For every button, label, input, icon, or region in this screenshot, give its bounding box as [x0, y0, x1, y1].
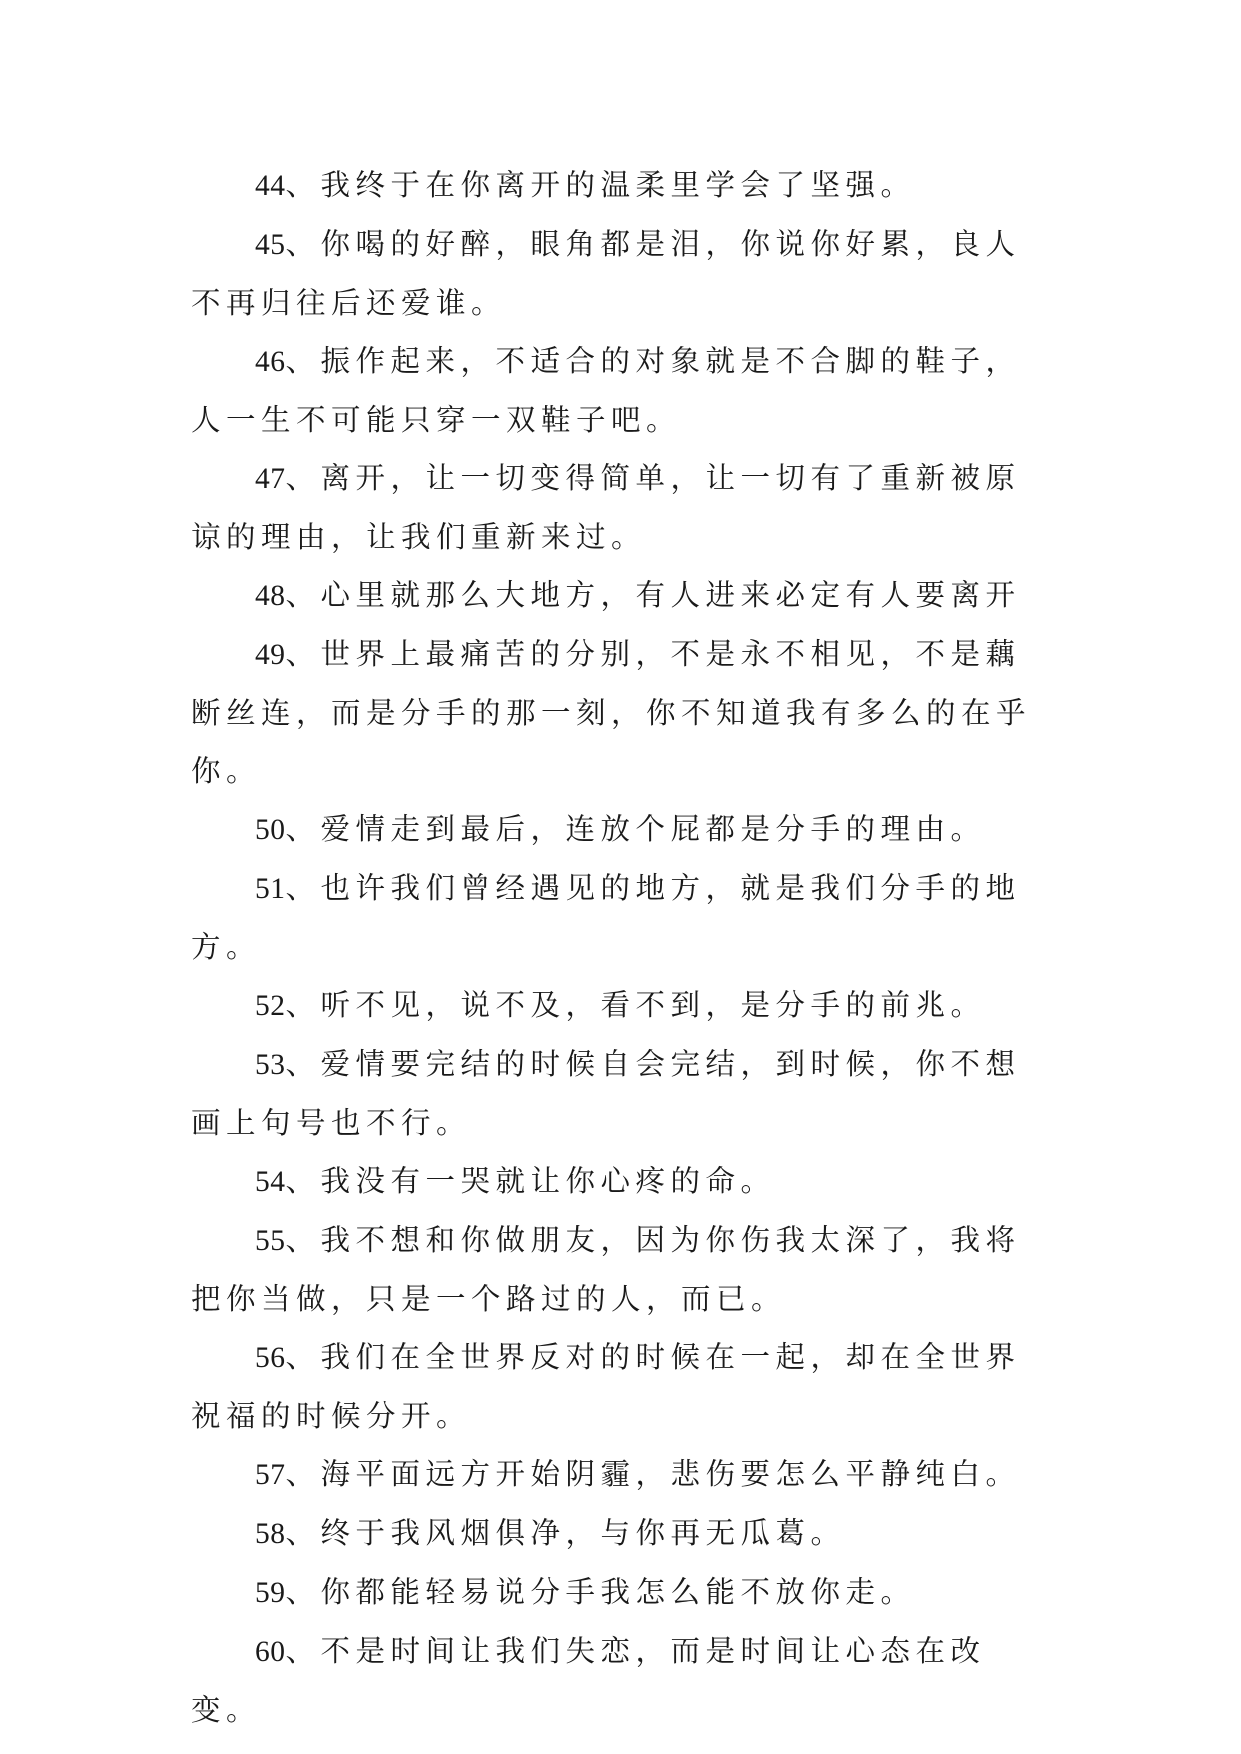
- item-number: 47: [255, 463, 286, 495]
- item-text: 、听不见，说不及，看不到，是分手的前兆。: [285, 988, 986, 1022]
- item-text: 、你喝的好醉，眼角都是泪，你说你好累，良人不再归往后还爱谁。: [191, 227, 1021, 320]
- item-text: 、心里就那么大地方，有人进来必定有人要离开: [285, 578, 1021, 612]
- paragraph-51: [191, 859, 1051, 976]
- paragraph-60: [191, 1622, 1051, 1739]
- document-body: [191, 156, 1051, 1739]
- item-text: 、海平面远方开始阴霾，悲伤要怎么平静纯白。: [285, 1457, 1021, 1491]
- item-number: 48: [255, 580, 286, 612]
- item-text: 、爱情要完结的时候自会完结，到时候，你不想画上句号也不行。: [191, 1047, 1021, 1140]
- item-number: 49: [255, 639, 286, 671]
- item-number: 55: [255, 1225, 286, 1257]
- paragraph-45: [191, 215, 1051, 332]
- item-number: 58: [255, 1518, 286, 1550]
- item-number: 53: [255, 1049, 286, 1081]
- paragraph-52: [191, 976, 1051, 1035]
- item-text: 、不是时间让我们失恋，而是时间让心态在改变。: [191, 1634, 986, 1727]
- item-number: 56: [255, 1342, 286, 1374]
- item-number: 54: [255, 1166, 286, 1198]
- paragraph-55: [191, 1211, 1051, 1328]
- item-number: 59: [255, 1577, 286, 1609]
- item-text: 、爱情走到最后，连放个屁都是分手的理由。: [285, 812, 986, 846]
- item-text: 、我没有一哭就让你心疼的命。: [285, 1164, 776, 1198]
- item-number: 51: [255, 873, 286, 905]
- item-number: 52: [255, 990, 286, 1022]
- item-text: 、我们在全世界反对的时候在一起，却在全世界祝福的时候分开。: [191, 1340, 1021, 1433]
- item-number: 46: [255, 346, 286, 378]
- item-text: 、振作起来，不适合的对象就是不合脚的鞋子，人一生不可能只穿一双鞋子吧。: [191, 344, 1021, 437]
- paragraph-56: [191, 1328, 1051, 1445]
- item-text: 、也许我们曾经遇见的地方，就是我们分手的地方。: [191, 871, 1021, 964]
- item-text: 、你都能轻易说分手我怎么能不放你走。: [285, 1575, 916, 1609]
- item-text: 、我终于在你离开的温柔里学会了坚强。: [285, 168, 916, 202]
- paragraph-53: [191, 1035, 1051, 1152]
- paragraph-48: [191, 566, 1051, 625]
- item-text: 、世界上最痛苦的分别，不是永不相见，不是藕断丝连，而是分手的那一刻，你不知道我有多么的在乎你。: [191, 637, 1032, 788]
- paragraph-58: [191, 1504, 1051, 1563]
- item-number: 50: [255, 814, 286, 846]
- paragraph-49: [191, 625, 1051, 800]
- item-number: 44: [255, 170, 286, 202]
- paragraph-44: [191, 156, 1051, 215]
- item-number: 45: [255, 229, 286, 261]
- item-number: 57: [255, 1459, 286, 1491]
- item-text: 、终于我风烟俱净，与你再无瓜葛。: [285, 1516, 846, 1550]
- paragraph-59: [191, 1563, 1051, 1622]
- item-number: 60: [255, 1636, 286, 1668]
- paragraph-46: [191, 332, 1051, 449]
- item-text: 、离开，让一切变得简单，让一切有了重新被原谅的理由，让我们重新来过。: [191, 461, 1021, 554]
- paragraph-57: [191, 1445, 1051, 1504]
- paragraph-50: [191, 800, 1051, 859]
- paragraph-54: [191, 1152, 1051, 1211]
- item-text: 、我不想和你做朋友，因为你伤我太深了，我将把你当做，只是一个路过的人，而已。: [191, 1223, 1021, 1316]
- paragraph-47: [191, 449, 1051, 566]
